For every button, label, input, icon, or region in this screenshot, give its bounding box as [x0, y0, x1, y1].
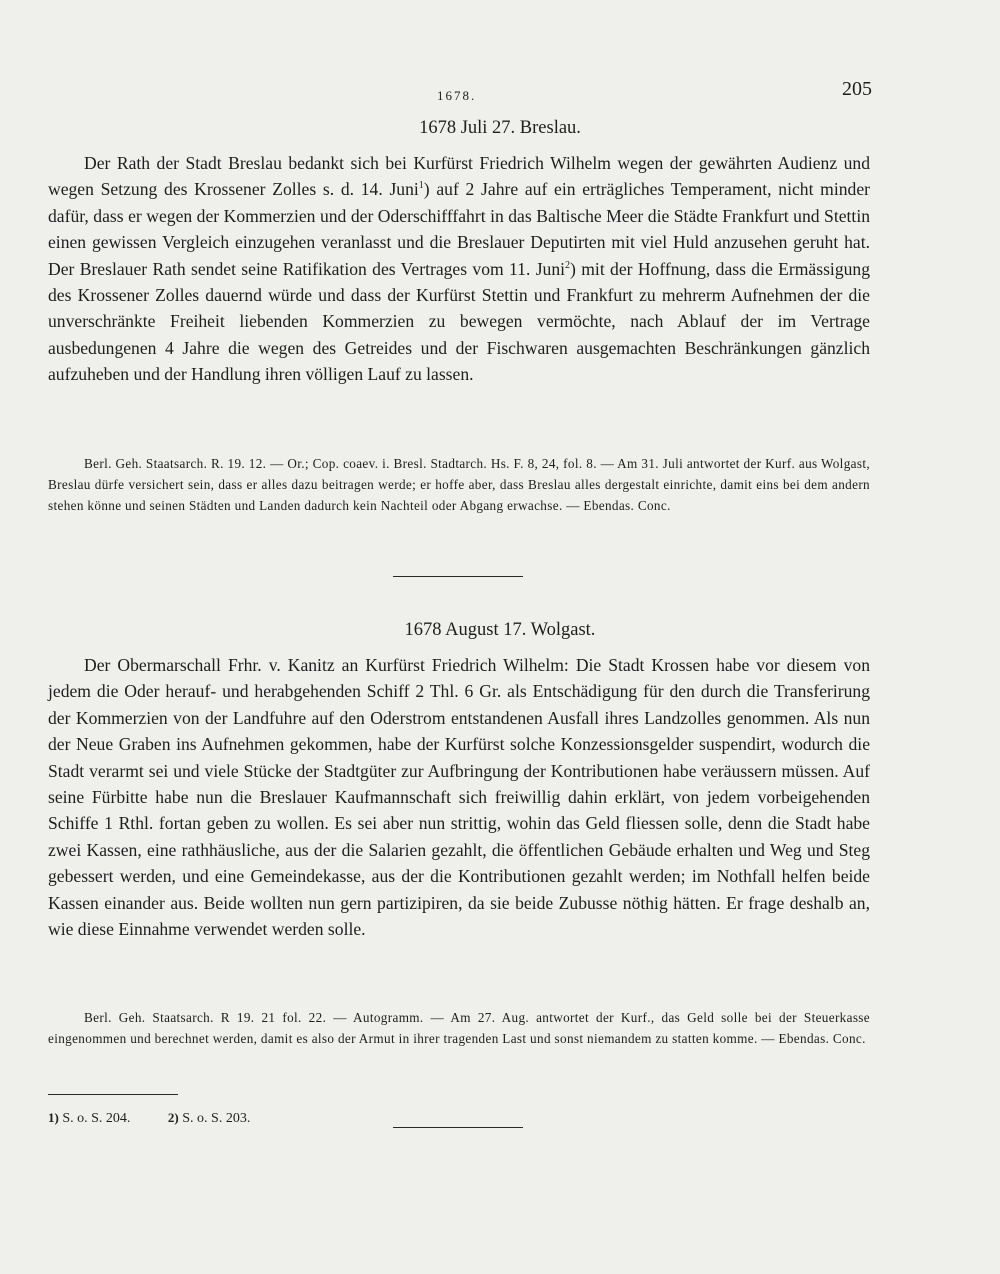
end-rule: [393, 1127, 523, 1128]
entry-body-wolgast: Der Obermarschall Frhr. v. Kanitz an Kurfürst Friedrich Wilhelm: Die Stadt Krossen habe vor diesem von jedem die Oder herauf- und herabgehenden Schiff 2 Thl. 6 Gr. als Entschädigung für den durch die Transferirung der Kommerzien von der Landfuhre auf den Oderstrom entstandenen Ausfall ihres Landzolles genommen. Als nun der Neue Graben ins Aufnehmen gekommen, habe der Kurfürst solche Konzessionsgelder suspendirt, wodurch die Stadt verarmt sei und viele Stücke der Stadtgüter zur Aufbringung der Kontributionen habe veräussern müssen. Auf seine Fürbitte habe nun die Breslauer Kaufmannschaft sich freiwillig dahin erklärt, von jedem vorbeigehenden Schiffe 1 Rthl. fortan geben zu wollen. Es sei aber nun strittig, wohin das Geld fliessen solle, denn die Stadt habe zwei Kassen, eine rathhäusliche, aus der die Salarien gezahlt, die öffentlichen Gebäude erhalten und Weg und Steg gebessert werden, und eine Gemeindekasse, aus der die Kontributionen gezahlt werden; im Nothfall helfen beide Kassen einander aus. Beide wollten nun gern partizipiren, da sie beide Zubusse nöthig hätten. Er frage deshalb an, wie diese Einnahme verwendet werden solle.: [48, 655, 870, 940]
section-divider: [393, 576, 523, 577]
body-text-part: ) mit der Hoffnung, dass die Ermässigung des Krossener Zolles dauernd würde und dass der Kurfürst Stettin und Frankfurt zu mehrerm Aufnehmen der die unverschränkte Freiheit liebenden Kommerzien zu bewegen vermöchte, nach Ablauf der im Vertrage ausbedungenen 4 Jahre die wegen des Getreides und der Fischwaren ausgemachten Beschränkungen gänzlich aufzuheben und der Handlung ihren völligen Lauf zu lassen.: [48, 258, 871, 385]
footnote-2: [168, 1110, 250, 1127]
body-text-part: Der Rath der Stadt Breslau bedankt sich bei Kurfürst Friedrich Wilhelm wegen der gewährten Audienz und wegen Setzung des Krossener Zolles s. d. 14. Juni: [48, 153, 870, 200]
footnote-mark: 2): [167, 1110, 179, 1125]
footnote-1: [48, 1110, 130, 1127]
body-text-part: ) auf 2 Jahre auf ein erträgliches Temperament, nicht minder dafür, dass er wegen der Kommerzien und der Oderschifffahrt in das Baltische Meer die Städte Frankfurt und Stettin einen gewissen Vergleich einzugehen veranlasst und die Breslauer Deputirten mit viel Huld anzusehen geruht hat. Der Breslauer Rath sendet seine Ratifikation des Vertrages vom 11. Juni: [48, 179, 870, 279]
entry-heading-wolgast: 1678 August 17. Wolgast.: [404, 620, 596, 640]
footnote-ref: 2: [565, 259, 571, 271]
running-head: 1678.: [437, 88, 477, 103]
archival-note-wolgast: Berl. Geh. Staatsarch. R 19. 21 fol. 22. — Autogramm. — Am 27. Aug. antwortet der Kurf., das Geld solle bei der Steuerkasse eingenommen und berechnet werden, damit es also der Armut in ihrer tragenden Last und sonst niemandem zu statten komme. — Ebendas. Conc.: [48, 1010, 870, 1046]
entry-heading-breslau: 1678 Juli 27. Breslau.: [419, 118, 581, 138]
entry-body-breslau: [48, 150, 870, 388]
footnotes: [48, 1110, 284, 1127]
footnote-text: S. o. S. 204.: [62, 1111, 131, 1126]
footnote-text: S. o. S. 203.: [182, 1111, 251, 1126]
footnote-mark: 1): [48, 1110, 59, 1125]
page-number: 205: [842, 78, 872, 100]
archival-note-breslau: Berl. Geh. Staatsarch. R. 19. 12. — Or.; Cop. coaev. i. Bresl. Stadtarch. Hs. F. 8, 24, fol. 8. — Am 31. Juli antwortet der Kurf. aus Wolgast, Breslau dürfe versichert sein, dass er alles dazu beitragen werde; er hoffe aber, dass Breslau alles dergestalt einrichte, damit eins bei dem andern stehen könne und seinen Städten und Landen dadurch kein Nachteil oder Abgang erwachse. — Ebendas. Conc.: [48, 456, 870, 513]
footnote-separator: [48, 1094, 178, 1095]
footnote-ref: 1: [418, 180, 424, 192]
